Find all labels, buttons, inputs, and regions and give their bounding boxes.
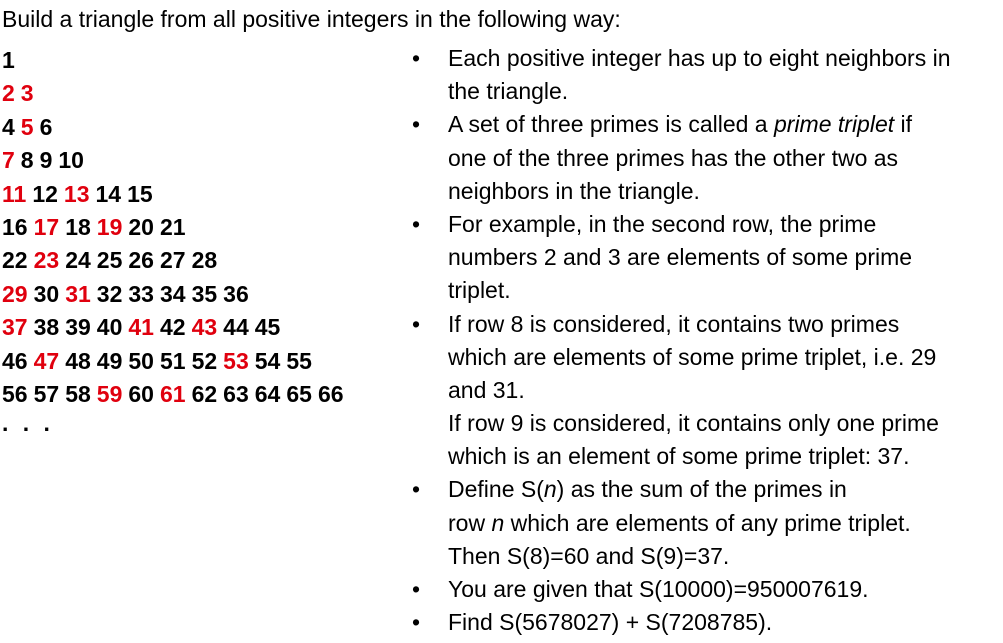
- italic-text: n: [491, 509, 505, 536]
- number: 16: [2, 213, 28, 240]
- triangle-row: [2, 311, 350, 344]
- number: 51: [159, 347, 186, 374]
- text-segment: Then S(8)=60 and S(9)=37.: [448, 542, 730, 569]
- prime-number: 37: [2, 314, 28, 341]
- number: 25: [96, 247, 123, 274]
- prime-number: 2: [2, 80, 15, 107]
- text-segment: ) as the sum of the primes in: [556, 476, 847, 503]
- prime-number: 61: [159, 380, 186, 407]
- prime-number: 43: [191, 314, 218, 341]
- prime-number: 13: [63, 180, 90, 207]
- number: 62: [191, 380, 218, 407]
- bullet-icon: •: [412, 111, 421, 138]
- number: 42: [159, 314, 186, 341]
- text-segment: and 31.: [448, 376, 525, 403]
- text-segment: A set of three primes is called a: [448, 111, 774, 138]
- prime-number: 19: [96, 213, 123, 240]
- number: 12: [32, 180, 58, 207]
- number: 32: [96, 280, 123, 307]
- prime-number: 59: [96, 380, 123, 407]
- bullet-item: [412, 473, 1002, 506]
- triangle-row: [2, 378, 350, 411]
- bullet-item: [412, 308, 1002, 341]
- number: 63: [223, 380, 249, 407]
- number: 10: [58, 147, 84, 174]
- text-segment: which are elements of some prime triplet, i.e. 29: [448, 343, 937, 370]
- text-segment: one of the three primes has the other two as: [448, 144, 899, 171]
- number: 8: [20, 147, 34, 174]
- bullet-item: [412, 108, 1002, 141]
- prime-number: 7: [2, 147, 15, 174]
- number: 64: [254, 380, 281, 407]
- text-segment: Each positive integer has up to eight neighbors in: [448, 45, 951, 71]
- triangle-row: [2, 111, 350, 144]
- prime-number: 5: [20, 113, 34, 140]
- triangle-row: [2, 44, 350, 77]
- number: 9: [39, 147, 53, 174]
- bullet-icon: •: [412, 476, 421, 503]
- number: 57: [33, 380, 60, 407]
- bullet-icon: •: [412, 310, 421, 337]
- number: 58: [65, 380, 91, 407]
- bullet-list: [412, 42, 1002, 639]
- number: 15: [127, 180, 153, 207]
- page-title: Build a triangle from all positive integers in the following way:: [2, 6, 621, 32]
- text-segment: For example, in the second row, the prime: [448, 210, 877, 237]
- text-segment: Define S(: [448, 476, 544, 503]
- triangle-row: [2, 211, 350, 244]
- number: 49: [96, 347, 123, 374]
- text-segment: neighbors in the triangle.: [448, 177, 700, 204]
- number: 60: [128, 380, 154, 407]
- number: 20: [128, 213, 154, 240]
- text-segment: Find S(5678027) + S(7208785).: [448, 609, 773, 636]
- text-segment: triplet.: [448, 277, 511, 304]
- prime-number: 11: [2, 180, 27, 207]
- number: 52: [191, 347, 218, 374]
- number: 54: [254, 347, 281, 374]
- bullet-continuation: [412, 540, 1002, 573]
- prime-number: 31: [65, 280, 91, 307]
- text-segment: numbers 2 and 3 are elements of some prime: [448, 244, 913, 271]
- number: 55: [286, 347, 312, 374]
- triangle-row: [2, 178, 350, 211]
- bullet-continuation: [412, 341, 1002, 374]
- bullet-icon: •: [412, 609, 421, 636]
- text-segment: If row 8 is considered, it contains two primes: [448, 310, 900, 337]
- number: 39: [65, 314, 91, 341]
- number: 34: [159, 280, 186, 307]
- number: 21: [159, 213, 186, 240]
- number: 24: [65, 247, 91, 274]
- number: 33: [128, 280, 154, 307]
- number: 28: [191, 247, 218, 274]
- italic-text: n: [543, 476, 557, 503]
- number: 30: [33, 280, 60, 307]
- bullet-item: [412, 573, 1002, 606]
- text-segment: if: [894, 111, 913, 138]
- ellipsis: . . .: [2, 410, 54, 436]
- triangle-row: [2, 278, 350, 311]
- bullet-continuation: [412, 440, 1002, 473]
- text-segment: You are given that S(10000)=950007619.: [448, 576, 869, 602]
- number: 18: [65, 213, 91, 240]
- number: 6: [39, 113, 53, 140]
- bullet-item: [412, 208, 1002, 241]
- number: 35: [191, 280, 218, 307]
- bullet-item: [412, 606, 1002, 639]
- triangle-row: [2, 345, 350, 378]
- italic-text: prime triplet: [774, 111, 895, 138]
- number: 56: [2, 380, 28, 407]
- prime-number: 3: [20, 80, 34, 107]
- triangle-row: [2, 77, 350, 110]
- number: 50: [128, 347, 154, 374]
- prime-number: 53: [223, 347, 249, 374]
- prime-number: 17: [33, 213, 60, 240]
- bullet-continuation: [412, 374, 1002, 407]
- bullet-icon: •: [412, 576, 421, 602]
- text-segment: which is an element of some prime triplet: 37.: [448, 443, 910, 470]
- bullet-continuation: [412, 75, 1002, 108]
- prime-number: 29: [2, 280, 28, 307]
- text-segment: which are elements of any prime triplet.: [504, 509, 911, 536]
- bullet-item: [412, 42, 1002, 75]
- bullet-icon: •: [412, 210, 421, 237]
- bullet-continuation: [412, 507, 1002, 540]
- number: 44: [223, 314, 249, 341]
- triangle-row: [2, 244, 350, 277]
- number: 1: [2, 47, 15, 73]
- text-segment: If row 9 is considered, it contains only one prime: [448, 410, 939, 437]
- number: 26: [128, 247, 154, 274]
- number: 4: [2, 113, 15, 140]
- number: 36: [223, 280, 249, 307]
- number: 40: [96, 314, 123, 341]
- prime-number: 47: [33, 347, 60, 374]
- number: 65: [286, 380, 312, 407]
- number: 48: [65, 347, 91, 374]
- number: 46: [2, 347, 28, 374]
- number: 14: [95, 180, 122, 207]
- triangle-row: [2, 144, 350, 177]
- prime-number: 41: [128, 314, 154, 341]
- number: 66: [317, 380, 344, 407]
- prime-number: 23: [33, 247, 60, 274]
- bullet-continuation: [412, 407, 1002, 440]
- bullet-icon: •: [412, 45, 421, 71]
- bullet-continuation: [412, 175, 1002, 208]
- number: 38: [33, 314, 60, 341]
- bullet-continuation: [412, 142, 1002, 175]
- number: 22: [2, 247, 28, 274]
- text-segment: row: [448, 509, 492, 536]
- number: 27: [159, 247, 186, 274]
- text-segment: the triangle.: [448, 78, 569, 105]
- bullet-continuation: [412, 274, 1002, 307]
- bullet-continuation: [412, 241, 1002, 274]
- number-triangle: [2, 44, 350, 411]
- number: 45: [254, 314, 281, 341]
